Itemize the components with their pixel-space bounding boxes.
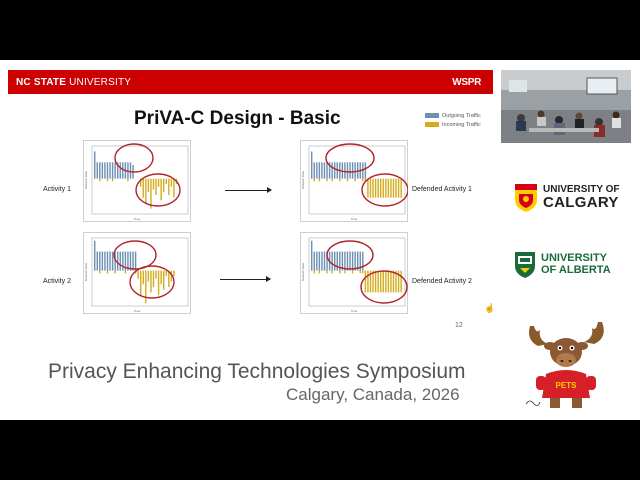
bar-incoming bbox=[390, 179, 391, 198]
hand-cursor-icon: ☝ bbox=[484, 303, 496, 313]
bar-outgoing bbox=[97, 252, 98, 271]
bar-outgoing bbox=[104, 252, 105, 271]
bar-outgoing bbox=[337, 252, 338, 271]
bar-incoming bbox=[354, 179, 355, 182]
bar-incoming bbox=[393, 179, 394, 198]
presentation-slide bbox=[8, 70, 496, 335]
bar-outgoing bbox=[352, 162, 353, 178]
bar-incoming bbox=[400, 271, 401, 293]
bar-incoming bbox=[158, 271, 159, 295]
bar-incoming bbox=[314, 271, 315, 274]
bar-incoming bbox=[362, 271, 363, 274]
bar-incoming bbox=[385, 179, 386, 198]
bar-incoming bbox=[377, 271, 378, 293]
bar-outgoing bbox=[344, 252, 345, 271]
calgary-logo-line2: CALGARY bbox=[543, 194, 619, 212]
moose-mascot-image bbox=[520, 318, 612, 415]
bar-outgoing bbox=[321, 162, 322, 178]
bar-incoming bbox=[160, 271, 161, 285]
calgary-crest-icon bbox=[515, 184, 537, 212]
bar-incoming bbox=[314, 179, 315, 182]
bar-outgoing bbox=[321, 252, 322, 271]
bar-incoming bbox=[319, 179, 320, 182]
bar-incoming bbox=[160, 179, 161, 201]
bar-incoming bbox=[145, 179, 146, 203]
alberta-crest-icon bbox=[515, 252, 535, 278]
bar-incoming bbox=[380, 271, 381, 293]
bar-incoming bbox=[166, 271, 167, 276]
symposium-title: Privacy Enhancing Technologies Symposium bbox=[48, 360, 466, 383]
bar-incoming bbox=[168, 179, 169, 195]
university-of-alberta-logo bbox=[515, 252, 611, 278]
legend-swatch-incoming bbox=[425, 122, 439, 127]
chart-defended-activity-2 bbox=[300, 232, 408, 314]
chart-svg bbox=[300, 232, 408, 314]
bar-outgoing bbox=[114, 162, 115, 178]
slide-page-number: 12 bbox=[455, 322, 463, 329]
chart-y-axis-label: Network Data bbox=[301, 262, 305, 282]
bar-outgoing bbox=[107, 162, 108, 178]
bar-outgoing bbox=[314, 252, 315, 271]
chart-svg bbox=[83, 232, 191, 314]
bar-outgoing bbox=[130, 252, 131, 271]
bar-incoming bbox=[166, 179, 167, 184]
bar-incoming bbox=[158, 179, 159, 187]
bar-outgoing bbox=[314, 162, 315, 178]
bar-incoming bbox=[370, 179, 371, 198]
bar-outgoing bbox=[316, 162, 317, 178]
bar-incoming bbox=[383, 271, 384, 293]
chart-svg bbox=[300, 140, 408, 222]
bar-outgoing bbox=[344, 162, 345, 178]
bar-incoming bbox=[107, 179, 108, 182]
bar-outgoing bbox=[135, 252, 136, 271]
bar-incoming bbox=[137, 271, 138, 279]
bar-outgoing bbox=[357, 162, 358, 178]
bar-outgoing bbox=[120, 162, 121, 178]
bar-incoming bbox=[375, 179, 376, 198]
bar-outgoing bbox=[99, 162, 100, 178]
bar-incoming bbox=[344, 271, 345, 274]
legend-swatch-outgoing bbox=[425, 113, 439, 118]
bar-outgoing bbox=[324, 252, 325, 271]
chart-x-axis-label: Time bbox=[133, 309, 141, 313]
classroom-image bbox=[501, 70, 631, 143]
defended-activity-1-label: Defended Activity 1 bbox=[412, 186, 472, 193]
bar-outgoing bbox=[319, 252, 320, 271]
bar-incoming bbox=[375, 271, 376, 293]
bar-incoming bbox=[153, 271, 154, 287]
bar-outgoing bbox=[331, 162, 332, 178]
bar-outgoing bbox=[319, 162, 320, 178]
bar-incoming bbox=[352, 271, 353, 274]
bar-outgoing bbox=[130, 162, 131, 178]
bar-incoming bbox=[393, 271, 394, 293]
bar-outgoing bbox=[117, 252, 118, 271]
bar-incoming bbox=[339, 271, 340, 274]
chart-activity-2 bbox=[83, 232, 191, 314]
activity-1-label: Activity 1 bbox=[43, 186, 72, 193]
chart-y-axis-label: Network Data bbox=[301, 170, 305, 190]
bar-outgoing bbox=[102, 252, 103, 271]
bar-incoming bbox=[153, 179, 154, 190]
bar-outgoing bbox=[99, 252, 100, 271]
symposium-location: Calgary, Canada, 2026 bbox=[286, 385, 460, 404]
wspr-logo: WSPR bbox=[452, 76, 481, 88]
university-of-calgary-logo bbox=[515, 184, 620, 212]
bar-incoming bbox=[143, 271, 144, 285]
bar-outgoing bbox=[349, 252, 350, 271]
bar-incoming bbox=[145, 271, 146, 304]
chart-y-axis-label: Network Data bbox=[84, 170, 88, 190]
bar-incoming bbox=[331, 271, 332, 274]
bar-outgoing bbox=[112, 252, 113, 271]
alberta-logo-line2: OF ALBERTA bbox=[541, 264, 611, 276]
bar-outgoing bbox=[354, 162, 355, 178]
arrow-2 bbox=[220, 279, 270, 280]
bar-outgoing bbox=[342, 162, 343, 178]
legend-item-outgoing bbox=[425, 111, 481, 120]
bar-incoming bbox=[380, 179, 381, 198]
bar-outgoing bbox=[104, 162, 105, 178]
bar-outgoing bbox=[94, 241, 95, 271]
ncstate-name: NC STATE bbox=[16, 76, 67, 88]
bar-outgoing bbox=[311, 241, 312, 271]
bar-incoming bbox=[163, 271, 164, 290]
bar-outgoing bbox=[365, 162, 366, 178]
bar-incoming bbox=[326, 271, 327, 274]
bar-outgoing bbox=[122, 162, 123, 178]
bar-incoming bbox=[155, 179, 156, 195]
bar-outgoing bbox=[120, 252, 121, 271]
bar-outgoing bbox=[122, 252, 123, 271]
bar-incoming bbox=[347, 179, 348, 182]
bar-incoming bbox=[372, 271, 373, 293]
bar-outgoing bbox=[347, 162, 348, 178]
bar-incoming bbox=[140, 271, 141, 295]
bar-incoming bbox=[395, 179, 396, 198]
bar-incoming bbox=[400, 179, 401, 198]
bar-outgoing bbox=[311, 151, 312, 178]
chart-svg bbox=[83, 140, 191, 222]
bar-incoming bbox=[388, 271, 389, 293]
bar-incoming bbox=[127, 179, 128, 182]
bar-incoming bbox=[168, 271, 169, 287]
bar-outgoing bbox=[352, 252, 353, 271]
bar-outgoing bbox=[349, 162, 350, 178]
chart-legend bbox=[425, 111, 481, 129]
legend-label-incoming: Incoming Traffic bbox=[442, 121, 481, 128]
bar-incoming bbox=[331, 179, 332, 182]
bar-outgoing bbox=[347, 252, 348, 271]
bar-incoming bbox=[125, 271, 126, 274]
bar-incoming bbox=[150, 179, 151, 209]
bar-incoming bbox=[107, 271, 108, 274]
bar-outgoing bbox=[109, 252, 110, 271]
bar-incoming bbox=[385, 271, 386, 293]
bar-incoming bbox=[360, 271, 361, 274]
bar-outgoing bbox=[109, 162, 110, 178]
bar-incoming bbox=[367, 179, 368, 198]
bar-incoming bbox=[367, 271, 368, 293]
bar-outgoing bbox=[94, 151, 95, 178]
bar-incoming bbox=[388, 179, 389, 198]
chart-activity-1 bbox=[83, 140, 191, 222]
legend-item-incoming bbox=[425, 120, 481, 129]
video-frame bbox=[0, 60, 640, 420]
bar-incoming bbox=[377, 179, 378, 198]
activity-2-label: Activity 2 bbox=[43, 278, 72, 285]
bar-incoming bbox=[112, 179, 113, 182]
bar-outgoing bbox=[102, 162, 103, 178]
bar-incoming bbox=[362, 179, 363, 182]
ncstate-university: UNIVERSITY bbox=[69, 76, 132, 88]
bar-incoming bbox=[171, 179, 172, 187]
bar-incoming bbox=[398, 179, 399, 198]
bar-outgoing bbox=[326, 162, 327, 178]
legend-label-outgoing: Outgoing Traffic bbox=[442, 112, 481, 119]
mascot-shirt-text: PETS bbox=[555, 381, 577, 390]
bar-incoming bbox=[365, 271, 366, 293]
bar-incoming bbox=[383, 179, 384, 198]
bar-outgoing bbox=[107, 252, 108, 271]
arrow-1 bbox=[225, 190, 271, 191]
bar-outgoing bbox=[334, 252, 335, 271]
chart-x-axis-label: Time bbox=[350, 217, 358, 221]
bar-outgoing bbox=[334, 162, 335, 178]
bar-incoming bbox=[173, 179, 174, 198]
bar-incoming bbox=[99, 271, 100, 274]
chart-x-axis-label: Time bbox=[350, 309, 358, 313]
slide-title: PriVA-C Design - Basic bbox=[134, 108, 341, 129]
chart-y-axis-label: Network Data bbox=[84, 262, 88, 282]
bar-outgoing bbox=[362, 252, 363, 271]
chart-x-axis-label: Time bbox=[133, 217, 141, 221]
bar-outgoing bbox=[97, 162, 98, 178]
bar-incoming bbox=[155, 271, 156, 279]
bar-outgoing bbox=[331, 252, 332, 271]
alberta-logo-line1: UNIVERSITY bbox=[541, 252, 608, 265]
slide-header-bar bbox=[8, 70, 493, 94]
bar-incoming bbox=[150, 271, 151, 293]
bar-incoming bbox=[326, 179, 327, 182]
calgary-logo-line1: UNIVERSITY OF bbox=[543, 183, 620, 195]
camera-feed bbox=[501, 70, 631, 143]
bar-incoming bbox=[148, 179, 149, 193]
bar-outgoing bbox=[324, 162, 325, 178]
bar-outgoing bbox=[112, 162, 113, 178]
moose-icon bbox=[520, 318, 612, 410]
bar-incoming bbox=[390, 271, 391, 293]
bar-incoming bbox=[143, 179, 144, 198]
bar-incoming bbox=[319, 271, 320, 274]
bar-incoming bbox=[163, 179, 164, 193]
bar-incoming bbox=[114, 271, 115, 274]
chart-defended-activity-1 bbox=[300, 140, 408, 222]
bar-outgoing bbox=[316, 252, 317, 271]
bar-outgoing bbox=[132, 252, 133, 271]
bar-incoming bbox=[339, 179, 340, 182]
bar-incoming bbox=[372, 179, 373, 198]
bar-incoming bbox=[99, 179, 100, 182]
bar-incoming bbox=[148, 271, 149, 282]
defended-activity-2-label: Defended Activity 2 bbox=[412, 278, 472, 285]
bar-incoming bbox=[173, 271, 174, 276]
bar-outgoing bbox=[354, 252, 355, 271]
ncstate-logo bbox=[16, 77, 131, 88]
